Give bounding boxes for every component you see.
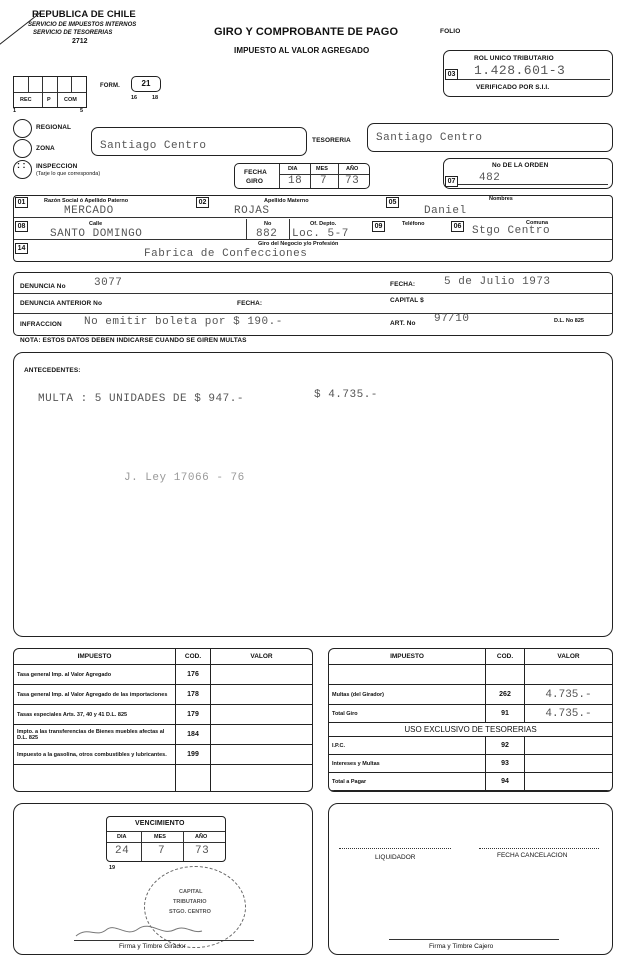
left-row-2-desc: Tasa general Imp. al Valor Agregado de las importaciones <box>14 685 176 705</box>
service-1-label: SERVICIO DE IMPUESTOS INTERNOS <box>28 22 137 28</box>
right-col-impuesto: IMPUESTO <box>329 649 486 665</box>
doc-title: GIRO Y COMPROBANTE DE PAGO <box>214 26 399 38</box>
republic-label: REPUBLICA DE CHILE <box>32 9 136 20</box>
denuncia-label: DENUNCIA No <box>20 283 66 290</box>
rut-title: ROL UNICO TRIBUTARIO <box>474 55 554 62</box>
left-row-3-valor <box>211 705 313 725</box>
nota-label: NOTA: ESTOS DATOS DEBEN INDICARSE CUANDO SE GIREN MULTAS <box>20 337 247 344</box>
denuncia-fecha-label: FECHA: <box>390 281 416 288</box>
left-col-valor: VALOR <box>211 649 313 665</box>
form-value: 21 <box>141 79 151 88</box>
nombres-value: Daniel <box>424 205 467 217</box>
giro-negocio-value: Fabrica de Confecciones <box>144 248 308 260</box>
stamp-text-1: CAPITAL <box>179 889 203 895</box>
left-row-5-valor <box>211 745 313 765</box>
denuncia-box <box>13 272 613 336</box>
fecha-dia: 18 <box>288 175 303 187</box>
nombres-label: Nombres <box>489 196 513 202</box>
orden-title: No DE LA ORDEN <box>492 162 549 169</box>
form-code: 2712 <box>72 38 88 45</box>
calle-label: Calle <box>89 221 103 227</box>
left-col-impuesto: IMPUESTO <box>14 649 176 665</box>
razon-value: MERCADO <box>64 205 114 217</box>
left-row-4-desc: Impto. a las transferencias de Bienes muebles afectas al D.L. 825 <box>14 725 176 745</box>
venc-dia: 24 <box>115 845 130 857</box>
infraccion-label: INFRACCION <box>20 321 62 328</box>
num-18: 18 <box>152 95 159 101</box>
right-col-cod: COD. <box>486 649 525 665</box>
fecha-cancelacion-caption: FECHA CANCELACION <box>497 852 568 859</box>
venc-ano: 73 <box>195 845 210 857</box>
giro-negocio-label: Giro del Negocio y/o Profesión <box>258 241 339 247</box>
folio-label: FOLIO <box>440 28 461 35</box>
form-label: FORM. <box>100 83 120 89</box>
code-14: 14 <box>15 243 28 254</box>
fecha-cancel-line <box>479 848 599 849</box>
unit-box <box>91 127 307 156</box>
zona-label: ZONA <box>36 145 55 152</box>
code-02: 02 <box>196 197 209 208</box>
right-tax-box <box>328 648 613 792</box>
intereses-label: Intereses y Multas <box>329 755 486 773</box>
fecha-ano-label: AÑO <box>346 166 359 172</box>
antecedentes-line-1: MULTA : 5 UNIDADES DE $ 947.- <box>38 393 244 405</box>
num-16: 16 <box>131 95 138 101</box>
service-2-label: SERVICIO DE TESORERIAS <box>33 30 113 36</box>
vencimiento-title: VENCIMIENTO <box>135 820 185 827</box>
cajero-caption: Firma y Timbre Cajero <box>429 943 494 950</box>
orden-box <box>443 158 613 189</box>
vencimiento-box <box>106 816 226 862</box>
left-tax-box <box>13 648 313 792</box>
code-01: 01 <box>15 197 28 208</box>
tesoreria-box <box>367 123 613 152</box>
multas-valor: 4.735.- <box>525 685 613 705</box>
comuna-value: Stgo Centro <box>472 225 551 237</box>
depto-label: Of. Depto. <box>310 221 337 227</box>
liquidador-caption: LIQUIDADOR <box>375 854 416 861</box>
ipc-cod: 92 <box>486 737 525 755</box>
calle-value: SANTO DOMINGO <box>50 228 143 240</box>
total-pagar-label: Total a Pagar <box>329 773 486 791</box>
form-value-box <box>131 76 161 92</box>
total-pagar-cod: 94 <box>486 773 525 791</box>
razon-label: Razón Social ó Apellido Paterno <box>44 198 129 204</box>
regional-option[interactable] <box>13 119 32 138</box>
no-value: 882 <box>256 228 278 240</box>
regional-label: REGIONAL <box>36 124 72 131</box>
unit-value: Santiago Centro <box>100 140 207 152</box>
left-row-3-cod: 179 <box>176 705 211 725</box>
tesoreria-value: Santiago Centro <box>376 132 483 144</box>
code-05: 05 <box>386 197 399 208</box>
fecha-label: FECHA <box>244 169 267 176</box>
left-row-4-valor <box>211 725 313 745</box>
anterior-label: DENUNCIA ANTERIOR No <box>20 300 103 307</box>
art-value: 97/10 <box>434 313 470 325</box>
rec-label: REC <box>20 97 32 103</box>
giro-label: GIRO <box>246 178 264 185</box>
code-09: 09 <box>372 221 385 232</box>
inspeccion-dots: : : <box>17 160 26 170</box>
depto-value: Loc. 5-7 <box>292 228 349 240</box>
right-tax-table <box>328 648 613 791</box>
ipc-label: I.P.C. <box>329 737 486 755</box>
capital-label: CAPITAL $ <box>390 297 424 304</box>
fecha-mes: 7 <box>320 175 328 187</box>
stamp-text-2: TRIBUTARIO <box>173 899 207 905</box>
girador-box <box>13 803 313 955</box>
stamp-text-3: STGO. CENTRO <box>169 909 211 915</box>
doc-subtitle: IMPUESTO AL VALOR AGREGADO <box>234 46 370 55</box>
antecedentes-line-2: J. Ley 17066 - 76 <box>124 472 245 484</box>
fecha-dia-label: DIA <box>288 166 298 172</box>
art-label: ART. No <box>390 320 416 327</box>
rut-box <box>443 50 613 97</box>
dl-label: D.L. No 825 <box>554 318 584 324</box>
tesoreria-label: TESORERIA <box>312 137 351 144</box>
girador-signature <box>74 924 204 940</box>
multas-cod: 262 <box>486 685 525 705</box>
left-row-2-valor <box>211 685 313 705</box>
left-row-5-desc: Impuesto a la gasolina, otros combustibles y lubricantes. <box>14 745 176 765</box>
venc-mes-label: MES <box>154 834 166 840</box>
fecha-mes-label: MES <box>316 166 328 172</box>
girador-caption: Firma y Timbre Girador <box>119 943 186 950</box>
fecha-ano: 73 <box>345 175 360 187</box>
antecedentes-box <box>13 352 613 637</box>
no-label: No <box>264 221 272 227</box>
code-06: 06 <box>451 221 464 232</box>
liquidador-line <box>339 848 451 849</box>
inspeccion-label: INSPECCION <box>36 163 78 170</box>
uso-title: USO EXCLUSIVO DE TESORERIAS <box>329 723 613 737</box>
anterior-fecha-label: FECHA: <box>237 300 263 307</box>
num-1: 1 <box>13 108 17 114</box>
rut-value: 1.428.601-3 <box>474 63 566 78</box>
p-label: P <box>47 97 51 103</box>
num-5: 5 <box>80 108 84 114</box>
orden-code: 07 <box>445 176 458 187</box>
venc-ano-label: AÑO <box>195 834 208 840</box>
left-row-1-desc: Tasa general Imp. al Valor Agregado <box>14 665 176 685</box>
right-col-valor: VALOR <box>525 649 613 665</box>
rut-underline <box>458 79 610 80</box>
identity-box <box>13 195 613 262</box>
left-col-cod: COD. <box>176 649 211 665</box>
multas-label: Multas (del Girador) <box>329 685 486 705</box>
cajero-box <box>328 803 613 955</box>
left-row-5-cod: 199 <box>176 745 211 765</box>
left-tax-table <box>13 648 313 792</box>
com-label: COM <box>64 97 77 103</box>
orden-value: 482 <box>479 172 501 184</box>
fecha-giro-box <box>234 163 370 189</box>
materno-label: Apellido Materno <box>264 198 309 204</box>
telefono-label: Teléfono <box>402 221 425 227</box>
infraccion-value: No emitir boleta por $ 190.- <box>84 316 283 328</box>
venc-mes: 7 <box>158 845 166 857</box>
denuncia-value: 3077 <box>94 277 123 289</box>
total-giro-valor: 4.735.- <box>525 705 613 723</box>
rut-verified: VERIFICADO POR S.I.I. <box>476 84 550 91</box>
rec-p-com-box <box>13 76 87 108</box>
left-row-4-cod: 184 <box>176 725 211 745</box>
intereses-cod: 93 <box>486 755 525 773</box>
total-giro-cod: 91 <box>486 705 525 723</box>
denuncia-fecha-value: 5 de Julio 1973 <box>444 276 551 288</box>
venc-dia-label: DIA <box>117 834 127 840</box>
rut-code: 03 <box>445 69 458 80</box>
left-row-1-valor <box>211 665 313 685</box>
materno-value: ROJAS <box>234 205 270 217</box>
comuna-label: Comuna <box>526 220 548 226</box>
antecedentes-line-1-amount: $ 4.735.- <box>314 389 378 401</box>
left-row-2-cod: 178 <box>176 685 211 705</box>
zona-option[interactable] <box>13 139 32 158</box>
left-row-3-desc: Tasas especiales Arts. 37, 40 y 41 D.L. 825 <box>14 705 176 725</box>
total-giro-label: Total Giro <box>329 705 486 723</box>
inspeccion-note: (Tarje lo que corresponda) <box>36 171 101 177</box>
left-row-1-cod: 176 <box>176 665 211 685</box>
venc-code: 19 <box>109 865 116 871</box>
antecedentes-label: ANTECEDENTES: <box>24 367 81 374</box>
code-08: 08 <box>15 221 28 232</box>
